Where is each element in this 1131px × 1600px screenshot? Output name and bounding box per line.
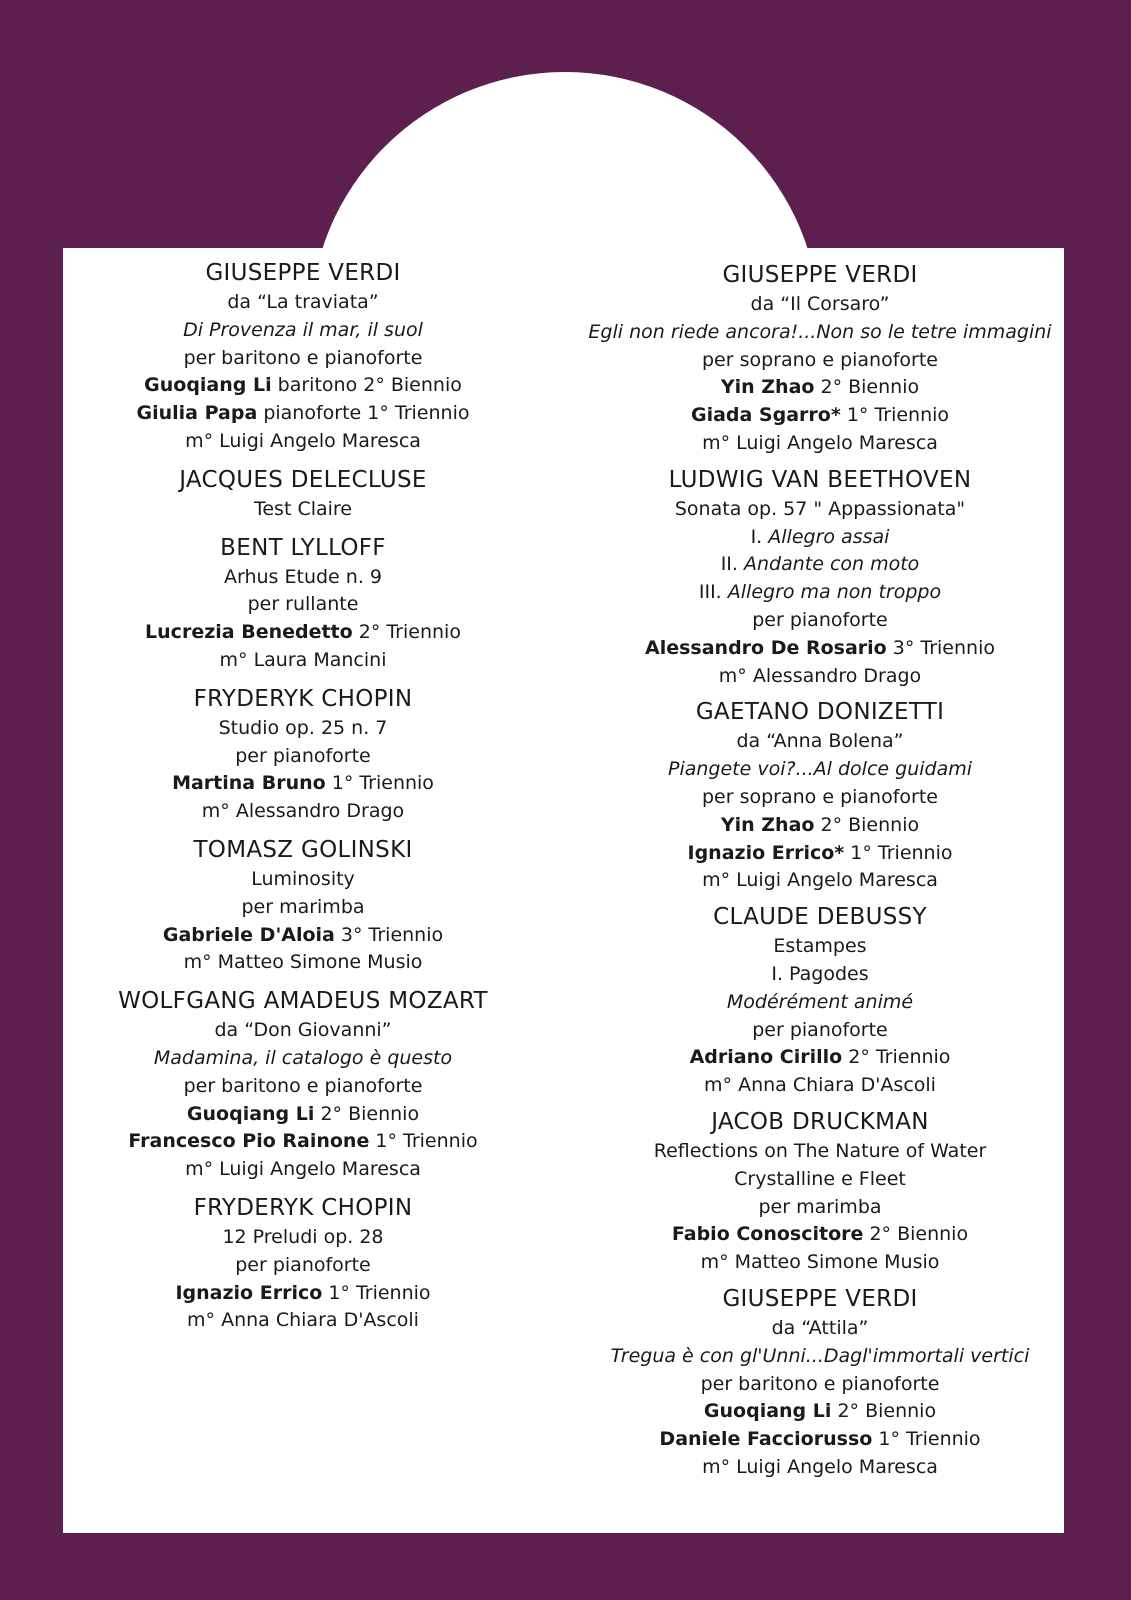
performer-name: Adriano Cirillo bbox=[689, 1046, 843, 1069]
program-line: per baritono e pianoforte bbox=[183, 1074, 423, 1097]
performer-name: Giada Sgarro* bbox=[690, 404, 841, 427]
performer-line bbox=[63, 770, 543, 798]
movement-title: Allegro assai bbox=[768, 525, 890, 548]
program-piece bbox=[63, 986, 543, 1184]
composer-name: GIUSEPPE VERDI bbox=[722, 1285, 918, 1312]
performer-name: Ignazio Errico* bbox=[687, 841, 845, 864]
program-line: Studio op. 25 n. 7 bbox=[218, 716, 388, 739]
performer-line bbox=[63, 922, 543, 950]
program-piece bbox=[63, 533, 543, 675]
performer-detail: 2° Triennio bbox=[842, 1046, 951, 1069]
program-piece bbox=[63, 684, 543, 826]
program-line: da “Anna Bolena” bbox=[736, 730, 904, 753]
program-line: Reflections on The Nature of Water bbox=[653, 1139, 987, 1162]
program-line: m° Luigi Angelo Maresca bbox=[702, 1455, 938, 1478]
movement-title: Andante con moto bbox=[743, 553, 920, 576]
performer-line bbox=[63, 1101, 543, 1129]
performer-name: Guoqiang Li bbox=[144, 374, 272, 397]
work-title: Di Provenza il mar, il suol bbox=[183, 318, 423, 341]
performer-name: Yin Zhao bbox=[720, 376, 815, 399]
program-line: per soprano e pianoforte bbox=[702, 785, 938, 808]
performer-detail: 3° Triennio bbox=[886, 636, 995, 659]
performer-name: Ignazio Errico bbox=[175, 1281, 323, 1304]
performer-name: Alessandro De Rosario bbox=[645, 636, 887, 659]
program-line: per rullante bbox=[247, 593, 359, 616]
performer-detail: 2° Biennio bbox=[314, 1102, 420, 1125]
performer-line bbox=[63, 1128, 543, 1156]
composer-name: CLAUDE DEBUSSY bbox=[713, 904, 927, 931]
performer-name: Guoqiang Li bbox=[703, 1400, 832, 1423]
program-line: per marimba bbox=[241, 895, 365, 918]
program-line: m° Alessandro Drago bbox=[201, 800, 405, 823]
program-piece bbox=[63, 1193, 543, 1335]
program-piece bbox=[580, 1284, 1060, 1482]
program-piece bbox=[580, 260, 1060, 458]
composer-name: BENT LYLLOFF bbox=[220, 534, 386, 561]
performer-line bbox=[580, 1044, 1060, 1072]
program-line: Crystalline e Fleet bbox=[734, 1167, 906, 1190]
program-line: per pianoforte bbox=[235, 1253, 371, 1276]
performer-detail: 1° Triennio bbox=[844, 841, 953, 864]
performer-line bbox=[580, 402, 1060, 430]
performer-detail: 1° Triennio bbox=[369, 1130, 478, 1153]
program-line: I. Pagodes bbox=[771, 962, 869, 985]
program-line: m° Luigi Angelo Maresca bbox=[185, 1158, 421, 1181]
performer-line bbox=[580, 812, 1060, 840]
work-title: Madamina, il catalogo è questo bbox=[153, 1046, 453, 1069]
program-line: per baritono e pianoforte bbox=[183, 346, 423, 369]
program-piece bbox=[580, 1107, 1060, 1277]
performer-line bbox=[580, 840, 1060, 868]
composer-name: LUDWIG VAN BEETHOVEN bbox=[668, 466, 972, 493]
composer-name: JACQUES DELECLUSE bbox=[179, 466, 427, 493]
program-line: per pianoforte bbox=[752, 608, 888, 631]
performer-line bbox=[580, 1426, 1060, 1454]
composer-name: GAETANO DONIZETTI bbox=[695, 699, 945, 726]
performer-detail: 1° Triennio bbox=[322, 1281, 431, 1304]
composer-name: GIUSEPPE VERDI bbox=[722, 262, 918, 288]
program-piece bbox=[63, 465, 543, 524]
performer-line bbox=[63, 619, 543, 647]
movement-number: I. bbox=[750, 525, 769, 548]
performer-detail: pianoforte 1° Triennio bbox=[257, 402, 470, 425]
performer-name: Francesco Pio Rainone bbox=[128, 1130, 370, 1153]
program-piece bbox=[580, 465, 1060, 691]
performer-line bbox=[63, 400, 543, 428]
performer-line bbox=[63, 372, 543, 400]
performer-name: Giulia Papa bbox=[136, 402, 258, 425]
movement-line bbox=[580, 579, 1060, 607]
program-line: da “Attila” bbox=[771, 1316, 869, 1339]
program-piece bbox=[580, 902, 1060, 1100]
program-line: da “La traviata” bbox=[227, 291, 379, 313]
performer-name: Gabriele D'Aloia bbox=[162, 923, 335, 946]
program-line: m° Matteo Simone Musio bbox=[700, 1251, 940, 1274]
composer-name: TOMASZ GOLINSKI bbox=[193, 836, 413, 863]
program-line: per marimba bbox=[758, 1195, 882, 1218]
performer-detail: 1° Triennio bbox=[872, 1428, 981, 1451]
work-title: Modérément animé bbox=[726, 990, 914, 1013]
performer-detail: 2° Biennio bbox=[814, 813, 920, 836]
program-line: Test Claire bbox=[253, 497, 352, 520]
performer-name: Guoqiang Li bbox=[186, 1102, 315, 1125]
program-line: m° Anna Chiara D'Ascoli bbox=[187, 1309, 419, 1332]
program-line: 12 Preludi op. 28 bbox=[222, 1225, 384, 1248]
program-line: m° Luigi Angelo Maresca bbox=[702, 431, 938, 454]
performer-detail: 1° Triennio bbox=[325, 772, 434, 795]
program-piece bbox=[63, 258, 543, 456]
program-piece bbox=[63, 835, 543, 977]
program-line: Estampes bbox=[773, 935, 867, 958]
program-column-left bbox=[63, 258, 543, 1344]
program-line: m° Matteo Simone Musio bbox=[183, 951, 423, 974]
performer-detail: 3° Triennio bbox=[334, 923, 444, 946]
program-line: per pianoforte bbox=[752, 1018, 888, 1041]
performer-detail: 2° Biennio bbox=[814, 376, 920, 399]
movement-title: Allegro ma non troppo bbox=[727, 581, 942, 604]
program-line: Arhus Etude n. 9 bbox=[224, 565, 382, 588]
performer-name: Daniele Facciorusso bbox=[659, 1428, 873, 1451]
program-line: m° Alessandro Drago bbox=[718, 664, 922, 687]
movement-number: III. bbox=[698, 581, 728, 604]
program-line: m° Luigi Angelo Maresca bbox=[702, 869, 938, 892]
composer-name: JACOB DRUCKMAN bbox=[711, 1108, 929, 1135]
performer-line bbox=[580, 635, 1060, 663]
program-column-right bbox=[580, 260, 1060, 1489]
performer-line bbox=[580, 1221, 1060, 1249]
performer-name: Lucrezia Benedetto bbox=[145, 621, 353, 644]
work-title: Egli non riede ancora!...Non so le tetre immagini bbox=[588, 320, 1052, 343]
program-line: per pianoforte bbox=[235, 744, 371, 767]
performer-line bbox=[580, 1398, 1060, 1426]
program-line: m° Laura Mancini bbox=[219, 648, 387, 671]
performer-detail: 1° Triennio bbox=[840, 404, 950, 427]
program-line: per baritono e pianoforte bbox=[700, 1372, 940, 1395]
program-piece bbox=[580, 697, 1060, 895]
performer-line bbox=[63, 1280, 543, 1308]
program-line: Luminosity bbox=[251, 867, 355, 890]
performer-detail: baritono 2° Biennio bbox=[271, 374, 462, 397]
performer-name: Martina Bruno bbox=[172, 772, 326, 795]
work-title: Tregua è con gl'Unni...Dagl'immortali vertici bbox=[610, 1344, 1030, 1367]
movement-line bbox=[580, 524, 1060, 552]
program-line: da “Don Giovanni” bbox=[214, 1019, 392, 1042]
composer-name: WOLFGANG AMADEUS MOZART bbox=[118, 988, 488, 1015]
performer-detail: 2° Triennio bbox=[352, 621, 461, 644]
movement-line bbox=[580, 551, 1060, 579]
composer-name: FRYDERYK CHOPIN bbox=[193, 685, 413, 712]
program-line: da “Il Corsaro” bbox=[750, 293, 890, 315]
performer-name: Yin Zhao bbox=[720, 813, 815, 836]
performer-name: Fabio Conoscitore bbox=[671, 1223, 864, 1246]
program-line: per soprano e pianoforte bbox=[702, 348, 938, 371]
composer-name: FRYDERYK CHOPIN bbox=[193, 1194, 413, 1221]
program-line: Sonata op. 57 " Appassionata" bbox=[674, 497, 966, 520]
composer-name: GIUSEPPE VERDI bbox=[205, 260, 401, 286]
performer-detail: 2° Biennio bbox=[863, 1223, 969, 1246]
performer-detail: 2° Biennio bbox=[831, 1400, 937, 1423]
program-line: m° Luigi Angelo Maresca bbox=[185, 429, 421, 452]
work-title: Piangete voi?...Al dolce guidami bbox=[667, 758, 973, 781]
program-line: m° Anna Chiara D'Ascoli bbox=[704, 1074, 936, 1097]
movement-number: II. bbox=[720, 553, 744, 576]
performer-line bbox=[580, 374, 1060, 402]
